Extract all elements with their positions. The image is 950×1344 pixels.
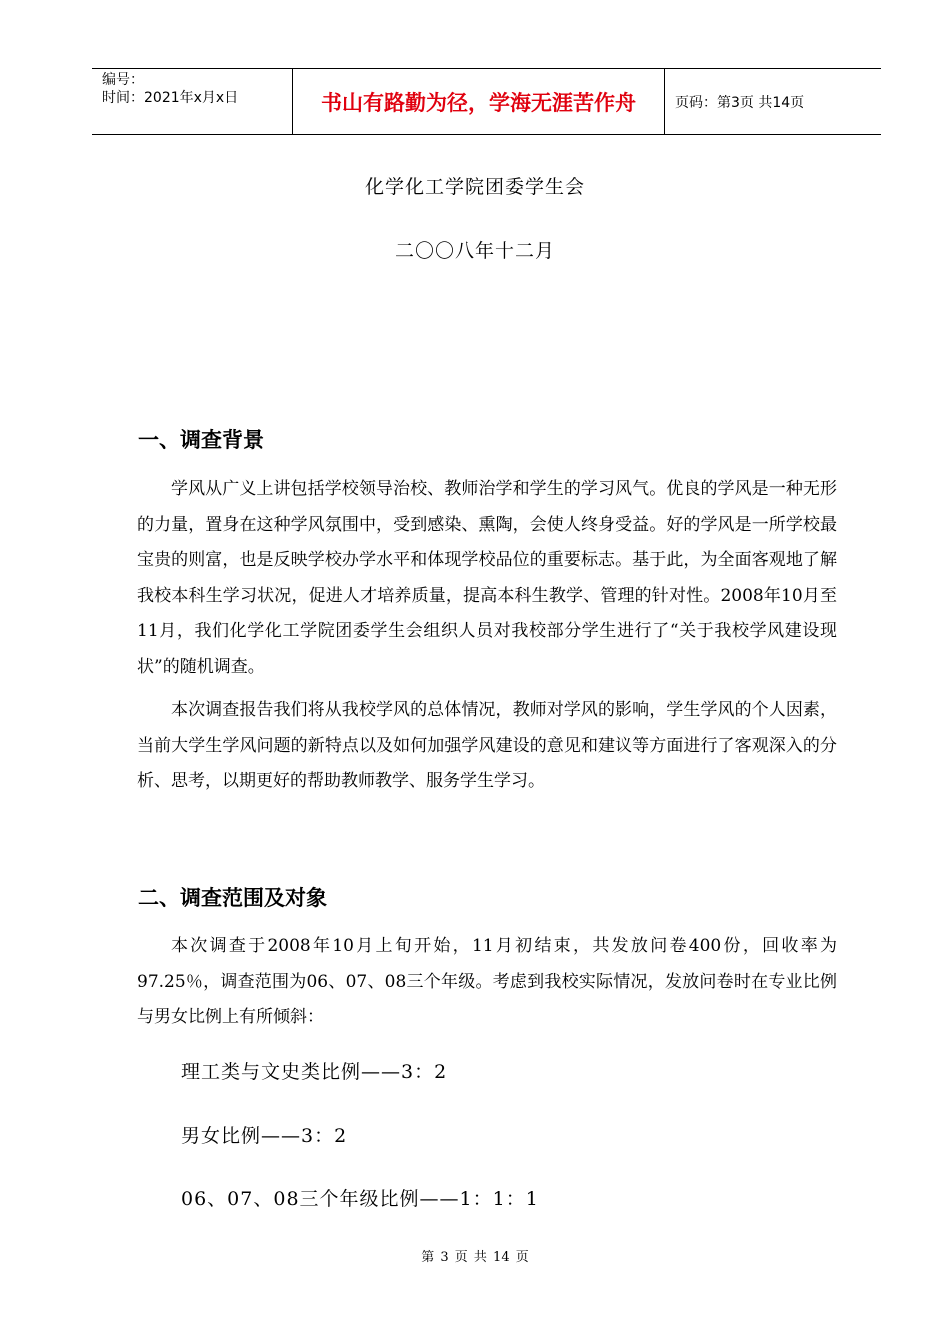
organization-name: 化学化工学院团委学生会 — [364, 176, 585, 198]
section1-paragraph2: 本次调查报告我们将从我校学风的总体情况，教师对学风的影响，学生学风的个人因素，当前大学生学风问题的新特点以及如何加强学风建设的意见和建议等方面进行了客观深入的分析、思考，以期更好的帮助教师教学、服务学生学习。 — [137, 700, 837, 791]
section1-title: 一、调查背景 — [138, 428, 264, 452]
header-motto: 书山有路勤为径，学海无涯苦作舟 — [292, 69, 665, 134]
header-page-label: 页码：第3页 共14页 — [675, 94, 805, 111]
serial-label: 编号： — [102, 72, 144, 88]
ratio-gender: 男女比例——3：2 — [181, 1125, 348, 1147]
page-footer: 第 3 页 共 14 页 — [421, 1250, 529, 1265]
report-date: 二〇〇八年十二月 — [394, 240, 555, 262]
section2-paragraph1: 本次调查于2008年10月上旬开始，11月初结束，共发放问卷400份，回收率为97.25％，调查范围为06、07、08三个年级。考虑到我校实际情况，发放问卷时在专业比例与男女比例上有所倾斜： — [137, 936, 837, 1027]
header-meta — [92, 69, 292, 134]
page-header — [92, 68, 881, 135]
time-label: 时间：2021年x月x日 — [102, 90, 239, 106]
ratio-grade: 06、07、08三个年级比例——1：1：1 — [181, 1188, 539, 1210]
section1-paragraph1: 学风从广义上讲包括学校领导治校、教师治学和学生的学习风气。优良的学风是一种无形的力量，置身在这种学风氛围中，受到感染、熏陶，会使人终身受益。好的学风是一所学校最宝贵的则富，也是反映学校办学水平和体现学校品位的重要标志。基于此，为全面客观地了解我校本科生学习状况，促进人才培养质量，提高本科生教学、管理的针对性。2008年10月至11月，我们化学化工学院团委学生会组织人员对我校部分学生进行了“关于我校学风建设现状”的随机调查。 — [137, 479, 837, 677]
ratio-major: 理工类与文史类比例——3：2 — [181, 1061, 448, 1083]
section2-title: 二、调查范围及对象 — [138, 886, 327, 910]
